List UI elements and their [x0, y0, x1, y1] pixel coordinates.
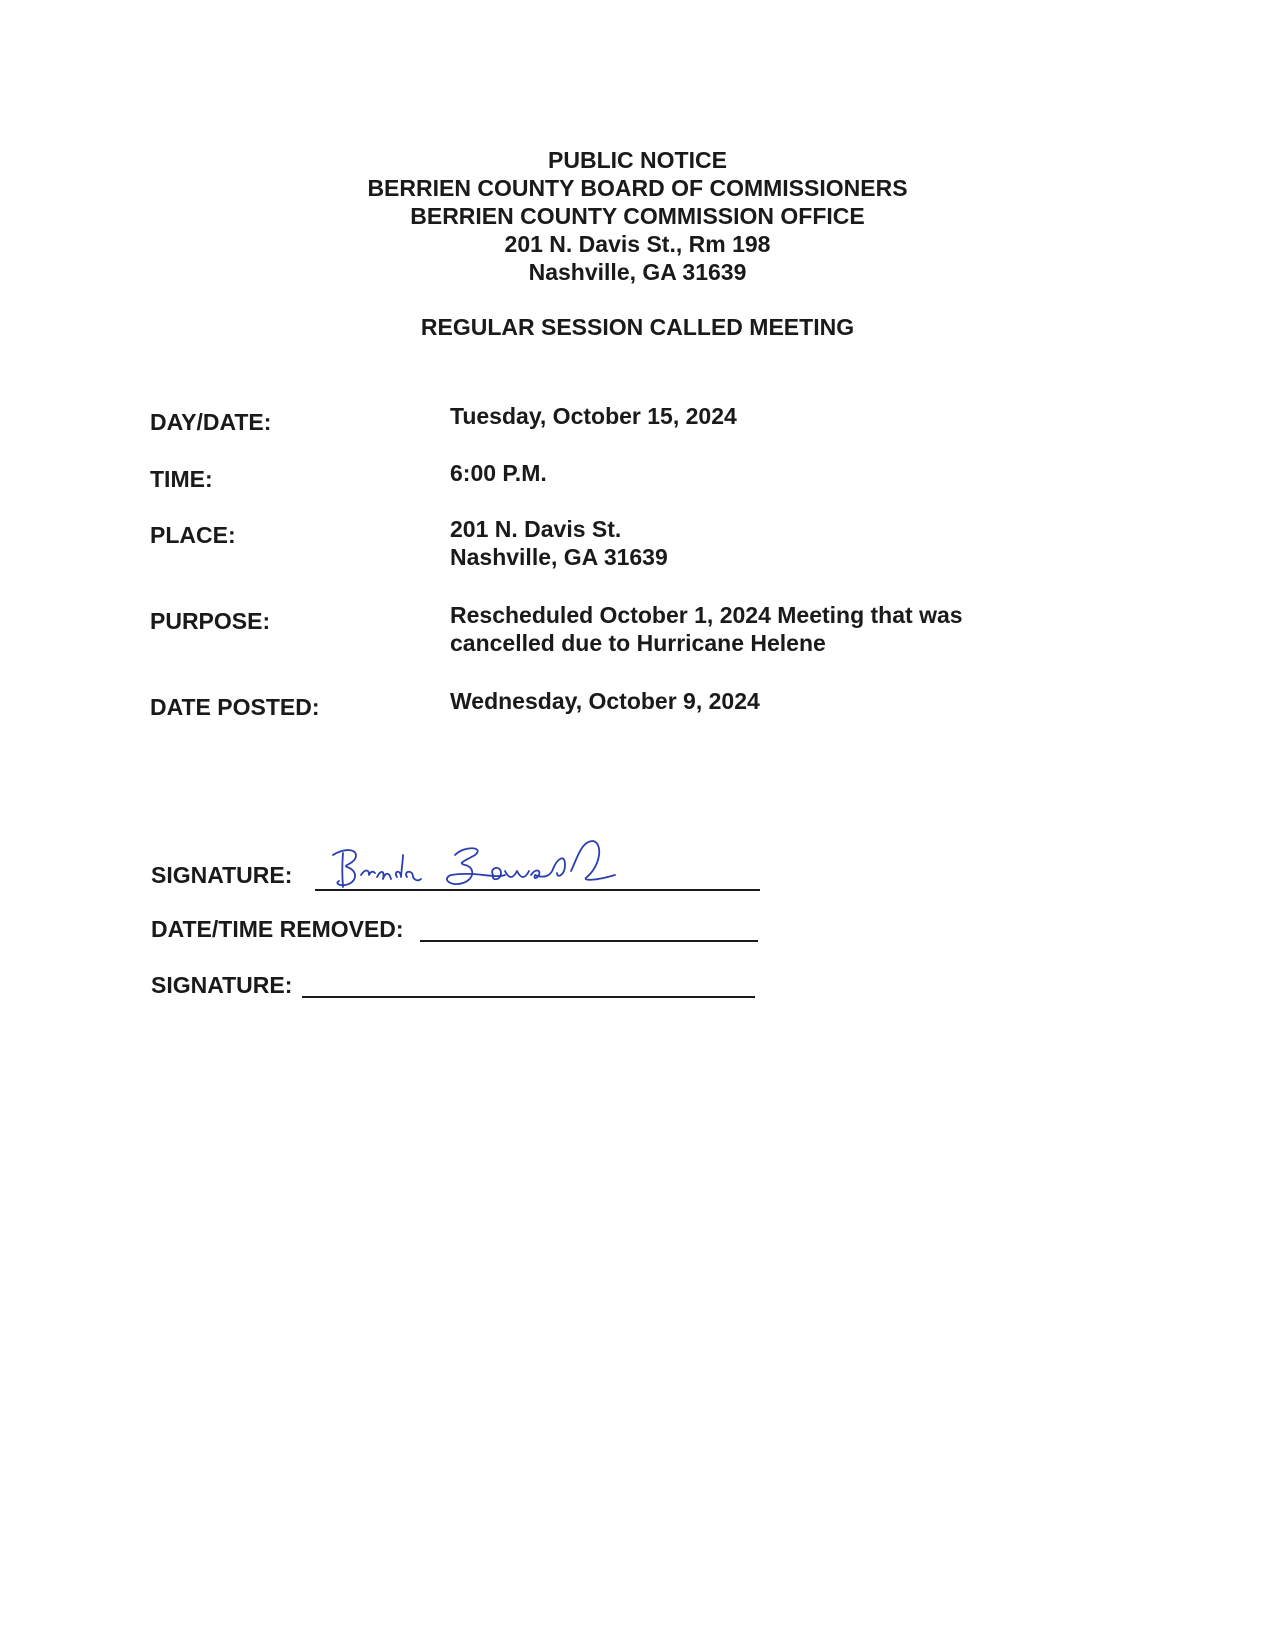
- office-city-state-zip: Nashville, GA 31639: [528, 259, 747, 285]
- time-value: 6:00 P.M.: [450, 460, 547, 486]
- purpose-label: PURPOSE:: [150, 608, 271, 634]
- office-street-address: 201 N. Davis St., Rm 198: [504, 231, 771, 257]
- purpose-line-1: Rescheduled October 1, 2024 Meeting that was: [450, 602, 963, 628]
- meeting-title: REGULAR SESSION CALLED MEETING: [420, 314, 855, 340]
- place-address-line-1: 201 N. Davis St.: [450, 516, 622, 542]
- date-posted-value: Wednesday, October 9, 2024: [450, 688, 760, 714]
- organization-name: BERRIEN COUNTY BOARD OF COMMISSIONERS: [367, 175, 908, 201]
- place-address-line-2: Nashville, GA 31639: [450, 544, 668, 570]
- date-time-removed-line[interactable]: [420, 940, 758, 942]
- signature-1-label: SIGNATURE:: [151, 862, 293, 888]
- office-name: BERRIEN COUNTY COMMISSION OFFICE: [410, 203, 865, 229]
- purpose-line-2: cancelled due to Hurricane Helene: [450, 630, 826, 656]
- time-label: TIME:: [150, 466, 213, 492]
- date-posted-label: DATE POSTED:: [150, 694, 320, 720]
- signature-2-line[interactable]: [302, 996, 755, 998]
- date-time-removed-label: DATE/TIME REMOVED:: [151, 916, 404, 942]
- handwritten-signature: [325, 835, 655, 895]
- day-date-value: Tuesday, October 15, 2024: [450, 403, 737, 429]
- day-date-label: DAY/DATE:: [150, 409, 272, 435]
- signature-2-label: SIGNATURE:: [151, 972, 293, 998]
- notice-title: PUBLIC NOTICE: [548, 147, 727, 173]
- place-label: PLACE:: [150, 522, 236, 548]
